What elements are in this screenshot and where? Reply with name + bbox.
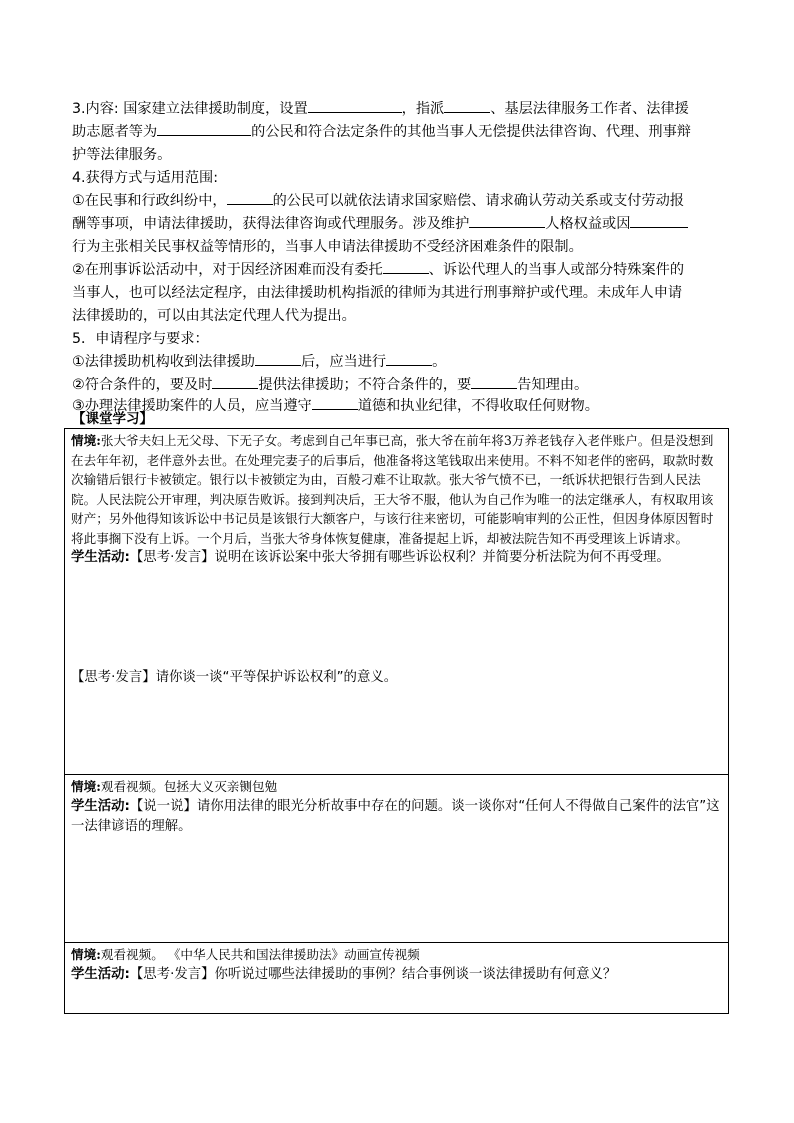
text: 告知理由。 <box>517 377 589 393</box>
scene-label: 情境: <box>71 947 101 962</box>
fill-blank[interactable] <box>469 213 545 228</box>
text: 道德和执业纪律，不得收取任何财物。 <box>357 398 599 414</box>
activity-text: 【说一说】请你用法律的眼光分析故事中存在的问题。谈一谈你对“任何人不得做自己案件的法官”这一法律谚语的理解。 <box>71 798 720 834</box>
fill-blank[interactable] <box>444 98 490 113</box>
scene-label: 情境: <box>71 433 101 448</box>
text: 人格权益或因 <box>545 216 631 232</box>
text: ②符合条件的，要及时 <box>72 377 213 393</box>
section4-heading: 4.获得方式与适用范围: <box>72 170 219 186</box>
section4-p1-line3: 行为主张相关民事权益等情形的，当事人申请法律援助不受经济困难条件的限制。 <box>72 239 583 255</box>
activity-label: 学生活动: <box>71 966 130 982</box>
text: 酬等事项，申请法律援助，获得法律咨询或代理服务。涉及维护 <box>72 216 470 232</box>
text: 助志愿者等为 <box>72 124 158 140</box>
section5-p1 <box>72 351 446 373</box>
fill-blank[interactable] <box>255 351 301 366</box>
scene-label: 情境: <box>71 779 101 794</box>
section4-p2-line3: 法律援助的，可以由其法定代理人代为提出。 <box>72 308 356 324</box>
case-cell <box>65 775 729 943</box>
fill-blank[interactable] <box>312 395 358 410</box>
activity-label: 学生活动: <box>71 798 130 814</box>
section3-line1 <box>72 98 689 120</box>
section3-line3: 护等法律服务。 <box>72 147 172 163</box>
section3-line2 <box>72 121 691 143</box>
text: 3.内容: 国家建立法律援助制度，设置 <box>72 101 308 117</box>
question-2: 【思考·发言】请你谈一谈“平等保护诉讼权利”的意义。 <box>71 670 398 685</box>
fill-blank[interactable] <box>227 190 273 205</box>
table-row <box>65 429 729 775</box>
text: 后，应当进行 <box>300 354 387 370</box>
fill-blank[interactable] <box>383 259 429 274</box>
fill-blank[interactable] <box>386 351 432 366</box>
text: ①在民事和行政纠纷中， <box>72 193 227 209</box>
text: 提供法律援助；不符合条件的，要 <box>258 377 472 393</box>
classroom-title: 【课堂学习】 <box>72 411 153 427</box>
scene-block <box>71 431 722 548</box>
activity-table <box>64 428 729 1014</box>
text: ②在刑事诉讼活动中，对于因经济困难而没有委托 <box>72 262 383 278</box>
case-cell <box>65 943 729 1014</box>
text: ，指派 <box>401 101 445 117</box>
fill-blank[interactable] <box>308 98 402 113</box>
text: ③办理法律援助案件的人员，应当遵守 <box>72 398 312 414</box>
section4-p1-line1 <box>72 190 684 212</box>
text: 、诉讼代理人的当事人或部分特殊案件的 <box>428 262 685 278</box>
fill-blank[interactable] <box>157 121 251 136</box>
activity-text: 【思考·发言】说明在该诉讼案中张大爷拥有哪些诉讼权利？并简要分析法院为何不再受理。 <box>129 550 670 565</box>
activity-block <box>71 965 722 985</box>
answer-space[interactable] <box>71 568 722 668</box>
activity-label: 学生活动: <box>71 550 130 565</box>
section5-heading: 5．申请程序与要求： <box>72 331 209 347</box>
activity-block <box>71 548 722 568</box>
section4-p2-line2: 当事人，也可以经法定程序，由法律援助机构指派的律师为其进行刑事辩护或代理。未成年人申请 <box>72 285 683 301</box>
text: 、基层法律服务工作者、法律援 <box>490 101 689 117</box>
section4-p2-line1 <box>72 259 684 281</box>
scene-text: 观看视频。包拯大义灭亲铡包勉 <box>100 779 278 794</box>
table-row <box>65 943 729 1014</box>
case-cell <box>65 429 729 775</box>
text: 的公民可以就依法请求国家赔偿、请求确认劳动关系或支付劳动报 <box>272 193 685 209</box>
text: 。 <box>432 354 447 370</box>
table-row <box>65 775 729 943</box>
text: ①法律援助机构收到法律援助 <box>72 354 255 370</box>
section5-p2 <box>72 374 588 396</box>
text: 的公民和符合法定条件的其他当事人无偿提供法律咨询、代理、刑事辩 <box>251 124 691 140</box>
fill-blank[interactable] <box>212 374 258 389</box>
scene-text: 观看视频。 《中华人民共和国法律援助法》动画宣传视频 <box>100 947 420 962</box>
scene-text: 张大爷夫妇上无父母、下无子女。考虑到自己年事已高，张大爷在前年将3万养老钱存入老伴账户。但是没想到在去年年初，老伴意外去世。在处理完妻子的后事后，他准备将这笔钱取出来使用。不料不知老伴的密码，取款时数次输错后银行卡被锁定。银行以卡被锁定为由，百般刁难不让取款。张大爷气愤不已，一纸诉状把银行告到人民法院。人民法院公开审理，判决原告败诉。接到判决后，王大爷不服，他认为自己作为唯一的法定继承人，有权取用该财产；另外他得知该诉讼中书记员是该银行大额客户，与该行往来密切，可能影响审判的公正性，但因身体原因暂时将此事搁下没有上诉。一个月后，当张大爷身体恢复健康，准备提起上诉，却被法院告知不再受理该上诉请求。 <box>71 433 714 546</box>
activity-text: 【思考·发言】你听说过哪些法律援助的事例？结合事例谈一谈法律援助有何意义？ <box>129 966 617 982</box>
scene-block <box>71 945 722 965</box>
fill-blank[interactable] <box>471 374 517 389</box>
section4-p1-line2 <box>72 213 688 235</box>
scene-block <box>71 777 722 797</box>
activity-block <box>71 797 722 837</box>
fill-blank[interactable] <box>630 213 688 228</box>
